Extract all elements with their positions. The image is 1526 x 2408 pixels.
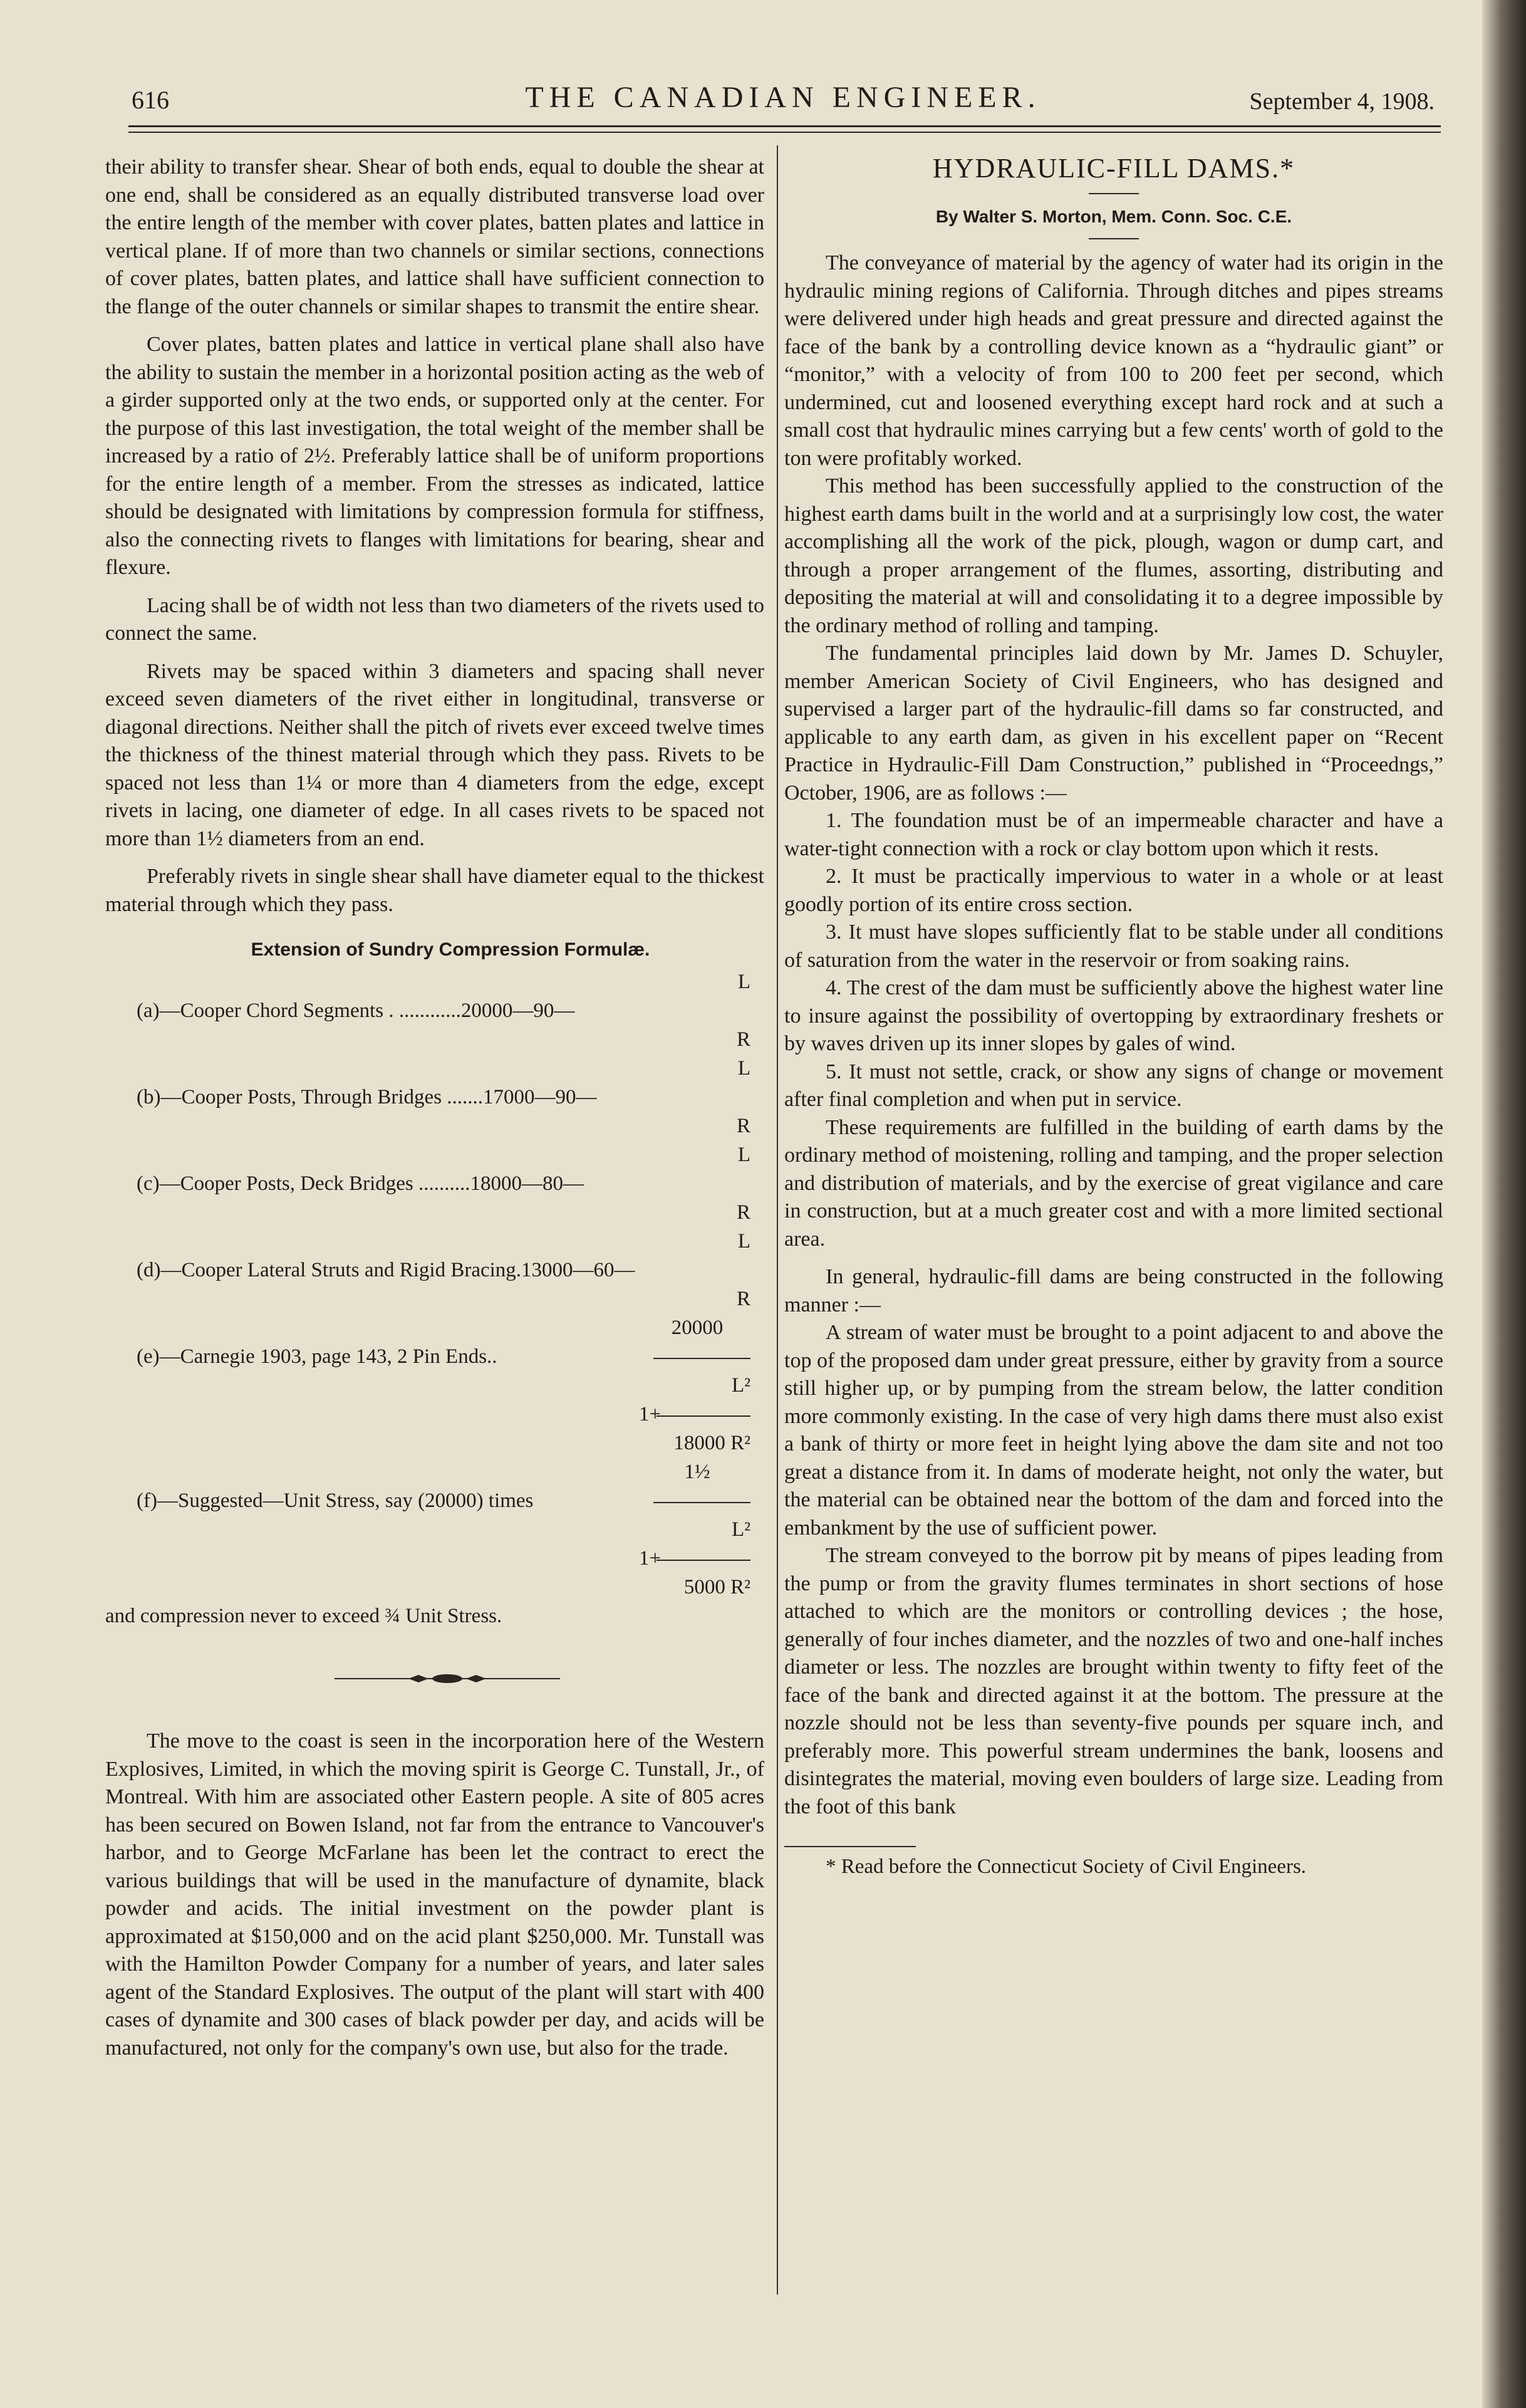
formula-f-numerator: 1½ (684, 1460, 710, 1483)
formulae-heading: Extension of Sundry Compression Formulæ. (251, 939, 650, 960)
header-rule (128, 125, 1441, 127)
formula-L: L (737, 1143, 750, 1166)
formula-closing: and compression never to exceed ¾ Unit Stress. (105, 1604, 502, 1627)
page-number: 616 (132, 86, 169, 114)
paragraph: Preferably rivets in single shear shall have diameter equal to the thickest material through which they pass. (105, 865, 764, 916)
byline: By Walter S. Morton, Mem. Conn. Soc. C.E. (935, 206, 1292, 226)
title-rule (1089, 193, 1139, 194)
formula-R: R (736, 1114, 750, 1137)
formula-L: L (737, 1229, 750, 1253)
principle-item: 3. It must have slopes sufficiently flat to be stable under all conditions of saturation from the water in the reservoir or from soaking rains. (784, 920, 1443, 972)
formula-c: (c)—Cooper Posts, Deck Bridges ..........18000—80— (137, 1172, 584, 1195)
formula-f-denominator: 5000 R² (683, 1575, 750, 1598)
paragraph: Rivets may be spaced within 3 diameters and spacing shall never exceed seven diameters of the rivet either in longitudinal, transverse or diagonal directions. Neither shall the pitch of rivets ever exceed twelve times the thickness of the thinest material through which they pass. Rivets to be spaced not less than 1¼ or more than 4 diameters from the edge, except rivets in lacing, one diameter of edge. In all cases rivets to be spaced not more than 1½ diameters from an end. (105, 659, 764, 850)
paragraph: The conveyance of material by the agency of water had its origin in the hydraulic mining regions of California. Through ditches and pipes streams were delivered under high heads and great pressure and directed against the face of the bank by a controlling device known as a “hydraulic giant” or “monitor,” with a velocity of from 100 to 200 feet per second, which undermined, cut and loosened everything except hard rock and at such a small cost that hydraulic mines carrying but a few cents' worth of gold to the ton were profitably worked. (784, 251, 1443, 470)
paragraph: Cover plates, batten plates and lattice in vertical plane shall also have the ability to sustain the member in a horizontal position acting as the web of a girder supported only at the two ends, or supported only at the center. For the purpose of this last investigation, the total weight of the member shall be increased by a ratio of 2½. Preferably lattice shall be of uniform proportions for the entire length of a member. From the stresses as indicated, lattice should be designated with limitations by compression formula for stiffness, also the connecting rivets to flanges with limitations for bearing, shear and flexure. (105, 333, 764, 579)
formula-e-denominator: 18000 R² (673, 1431, 750, 1454)
formula-f-one-plus: 1+ (638, 1546, 661, 1570)
formula-e-numerator: 20000 (671, 1316, 724, 1339)
right-column (784, 154, 1443, 1880)
formula-d: (d)—Cooper Lateral Struts and Rigid Bracing.13000—60— (137, 1258, 635, 1281)
formula-f-L2: L² (731, 1518, 750, 1541)
column-divider (777, 145, 778, 2295)
header-rule-thin (128, 132, 1441, 133)
formula-b: (b)—Cooper Posts, Through Bridges .......17000—90— (137, 1085, 597, 1108)
paragraph: their ability to transfer shear. Shear of both ends, equal to double the shear at one end, shall be considered as an equally distributed transverse load over the entire length of the member with cover plates, batten plates and lattice in vertical plane. If of more than two channels or similar sections, connections of cover plates, batten plates, and lattice shall have sufficient connection to the flange of the outer channels or similar shapes to transmit the entire shear. (105, 155, 764, 318)
article-title: HYDRAULIC-FILL DAMS.* (932, 153, 1295, 184)
formula-R: R (736, 1201, 750, 1224)
issue-date: September 4, 1908. (1249, 88, 1435, 115)
page-edge-shadow (1482, 0, 1526, 2408)
journal-title: THE CANADIAN ENGINEER. (525, 81, 1041, 114)
footnote: * Read before the Connecticut Society of Civil Engineers. (826, 1855, 1307, 1878)
formula-L: L (737, 970, 750, 993)
principle-item: 5. It must not settle, crack, or show any signs of change or movement after final completion and when put in service. (784, 1060, 1443, 1111)
fraction-bar (653, 1358, 750, 1359)
formula-R: R (736, 1287, 750, 1310)
paragraph: The stream conveyed to the borrow pit by means of pipes leading from the pump or from the gravity flumes terminates in short sections of hose attached to which are the monitors or controlling devices ; the hose, generally of four inches diameter, and the nozzles of two and one-half inches diameter or less. The nozzles are brought within twenty to fifty feet of the face of the bank and directed against it at the bottom. The pressure at the nozzle should not be less than seventy-five pounds per square inch, and preferably more. This powerful stream undermines the bank, loosens and disintegrates the material, moving even boulders of large size. Leading from the foot of this bank (784, 1544, 1443, 1818)
section-ornament (105, 1665, 764, 1693)
paragraph: The fundamental principles laid down by Mr. James D. Schuyler, member American Society of Civil Engineers, who has designed and supervised a larger part of the hydraulic-fill dams so far constructed, and applicable to any earth dam, as given in his excellent paper on “Recent Practice in Hydraulic-Fill Dam Construction,” published in “Proceedngs,” October, 1906, are as follows :— (784, 642, 1443, 805)
formula-e-one-plus: 1+ (638, 1402, 661, 1426)
formula-a: (a)—Cooper Chord Segments . ............20000—90— (137, 999, 575, 1022)
paragraph: These requirements are fulfilled in the building of earth dams by the ordinary method of moistening, rolling and tamping, and the proper selection and distribution of materials, and by the exercise of great vigilance and care in construction, but at a much greater cost and with a more limited sectional area. (784, 1115, 1443, 1251)
formula-L: L (737, 1056, 750, 1080)
paragraph: This method has been successfully applied to the construction of the highest earth dams built in the world and at a surprisingly low cost, the water accomplishing all the work of the pick, plough, wagon or dump cart, and through a proper arrangement of the flumes, assorting, distributing and depositing the material at will and consolidating it to a degree impossible by the ordinary method of rolling and tamping. (784, 474, 1443, 637)
fraction-bar (657, 1415, 750, 1417)
byline-rule (1089, 238, 1139, 239)
paragraph: Lacing shall be of width not less than two diameters of the rivets used to connect the same. (105, 593, 764, 645)
principle-item: 1. The foundation must be of an impermeable character and have a water-tight connection with a rock or clay bottom upon which it rests. (784, 809, 1443, 860)
formula-e: (e)—Carnegie 1903, page 143, 2 Pin Ends.. (137, 1345, 497, 1368)
news-item: The move to the coast is seen in the incorporation here of the Western Explosives, Limited, in which the moving spirit is George C. Tunstall, Jr., of Montreal. With him are associated other Eastern people. A site of 805 acres has been secured on Bowen Island, not far from the entrance to Vancouver's harbor, and to George McFarlane has been let the contract to erect the various buildings that will be used in the manufacture of dynamite, black powder and acids. The initial investment on the powder plant is approximated at $150,000 and on the acid plant $250,000. Mr. Tunstall was with the Hamilton Powder Company for a number of years, and later sales agent of the Standard Explosives. The output of the plant will start with 400 cases of dynamite and 300 cases of black powder per day, and acids will be manufactured, not only for the company's own use, but also for the trade. (105, 1729, 764, 2060)
formula-R: R (736, 1028, 750, 1051)
paragraph: A stream of water must be brought to a point adjacent to and above the top of the proposed dam under great pressure, either by gravity from a source still higher up, or by pumping from the stream below, the latter condition more commonly existing. In the case of very high dams there must also exist a bank of thirty or more feet in height lying above the dam site and not too great a distance from it. In dams of moderate height, not only the water, but the material can be obtained near the bottom of the dam and forced into the embankment by the use of sufficient power. (784, 1321, 1443, 1540)
left-column (105, 154, 764, 2062)
principle-item: 2. It must be practically impervious to water in a whole or at least goodly portion of its entire cross section. (784, 865, 1443, 916)
paragraph: In general, hydraulic-fill dams are being constructed in the following manner :— (784, 1265, 1443, 1316)
formula-f: (f)—Suggested—Unit Stress, say (20000) times (137, 1489, 534, 1512)
running-header (132, 80, 1435, 124)
principle-item: 4. The crest of the dam must be sufficiently above the highest water line to insure against the possibility of overtopping by extraordinary freshets or by waves driven up its inner slopes by gales of wind. (784, 976, 1443, 1055)
fraction-bar (657, 1560, 750, 1561)
fraction-bar (653, 1502, 750, 1503)
formula-e-L2: L² (731, 1373, 750, 1397)
footnote-rule (784, 1846, 916, 1847)
